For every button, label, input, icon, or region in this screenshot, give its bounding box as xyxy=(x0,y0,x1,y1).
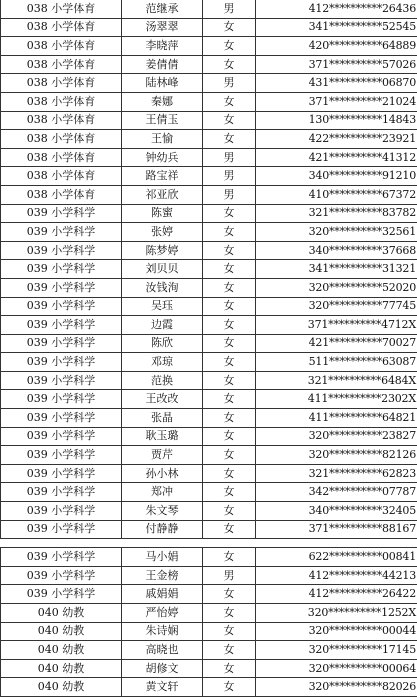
name-cell: 马小娟 xyxy=(122,548,203,567)
id-number-cell: 340**********37668 xyxy=(256,241,417,260)
table-row xyxy=(1,604,417,623)
name-cell: 朱文琴 xyxy=(122,502,203,521)
table-row xyxy=(1,241,417,260)
name-cell: 王金榜 xyxy=(122,566,203,585)
gender-cell: 男 xyxy=(203,566,256,585)
gender-cell: 男 xyxy=(203,0,256,18)
table-row xyxy=(1,483,417,502)
gender-cell: 女 xyxy=(203,641,256,660)
subject-cell: 039 小学科学 xyxy=(1,464,122,483)
id-number-cell: 341**********31321 xyxy=(256,260,417,279)
name-cell: 严怡婷 xyxy=(122,604,203,623)
subject-cell: 040 幼教 xyxy=(1,604,122,623)
table-row xyxy=(1,622,417,641)
name-cell: 戚娟娟 xyxy=(122,585,203,604)
id-number-cell: 320**********32561 xyxy=(256,223,417,242)
name-cell: 汤翠翠 xyxy=(122,18,203,37)
id-number-cell: 412**********44213 xyxy=(256,566,417,585)
name-cell: 姜倩倩 xyxy=(122,55,203,74)
id-number-cell: 431**********06870 xyxy=(256,74,417,93)
subject-cell: 038 小学体育 xyxy=(1,37,122,56)
gender-cell: 男 xyxy=(203,148,256,167)
table-row xyxy=(1,427,417,446)
gender-cell: 女 xyxy=(203,241,256,260)
table-row xyxy=(1,18,417,37)
table-row xyxy=(1,446,417,465)
gender-cell: 女 xyxy=(203,622,256,641)
subject-cell: 038 小学体育 xyxy=(1,130,122,149)
id-number-cell: 321**********83782 xyxy=(256,204,417,223)
table-row xyxy=(1,334,417,353)
subject-cell: 039 小学科学 xyxy=(1,390,122,409)
id-number-cell: 341**********52545 xyxy=(256,18,417,37)
table-row xyxy=(1,37,417,56)
subject-cell: 039 小学科学 xyxy=(1,241,122,260)
table-row xyxy=(1,0,417,18)
subject-cell: 039 小学科学 xyxy=(1,278,122,297)
gender-cell: 女 xyxy=(203,371,256,390)
name-cell: 钟幼兵 xyxy=(122,148,203,167)
subject-cell: 039 小学科学 xyxy=(1,483,122,502)
table-row xyxy=(1,278,417,297)
name-cell: 边霞 xyxy=(122,316,203,335)
table-row xyxy=(1,502,417,521)
table-row xyxy=(1,464,417,483)
subject-cell: 039 小学科学 xyxy=(1,446,122,465)
name-cell: 刘贝贝 xyxy=(122,260,203,279)
name-cell: 贾芹 xyxy=(122,446,203,465)
subject-cell: 039 小学科学 xyxy=(1,409,122,428)
subject-cell: 038 小学体育 xyxy=(1,18,122,37)
id-number-cell: 320**********00044 xyxy=(256,622,417,641)
id-number-cell: 320**********17145 xyxy=(256,641,417,660)
gender-cell: 女 xyxy=(203,548,256,567)
table-row xyxy=(1,260,417,279)
table-row xyxy=(1,74,417,93)
roster-section-b xyxy=(1,548,417,697)
name-cell: 王愉 xyxy=(122,130,203,149)
table-row xyxy=(1,148,417,167)
name-cell: 邓琼 xyxy=(122,353,203,372)
id-number-cell: 340**********91210 xyxy=(256,167,417,186)
name-cell: 黄文轩 xyxy=(122,678,203,697)
id-number-cell: 321**********62823 xyxy=(256,464,417,483)
gender-cell: 男 xyxy=(203,167,256,186)
table-row xyxy=(1,641,417,660)
subject-cell: 040 幼教 xyxy=(1,659,122,678)
id-number-cell: 371**********21024 xyxy=(256,92,417,111)
gender-cell: 女 xyxy=(203,502,256,521)
name-cell: 吴珏 xyxy=(122,297,203,316)
name-cell: 张晶 xyxy=(122,409,203,428)
subject-cell: 038 小学体育 xyxy=(1,167,122,186)
gender-cell: 男 xyxy=(203,74,256,93)
gender-cell: 女 xyxy=(203,55,256,74)
gender-cell: 女 xyxy=(203,111,256,130)
table-row xyxy=(1,371,417,390)
name-cell: 付静静 xyxy=(122,520,203,539)
table-row xyxy=(1,167,417,186)
subject-cell: 038 小学体育 xyxy=(1,92,122,111)
id-number-cell: 422**********23921 xyxy=(256,130,417,149)
name-cell: 高晓也 xyxy=(122,641,203,660)
id-number-cell: 410**********67372 xyxy=(256,185,417,204)
gender-cell: 女 xyxy=(203,604,256,623)
gender-cell: 女 xyxy=(203,37,256,56)
subject-cell: 039 小学科学 xyxy=(1,353,122,372)
gender-cell: 女 xyxy=(203,260,256,279)
gender-cell: 女 xyxy=(203,427,256,446)
id-number-cell: 342**********07787 xyxy=(256,483,417,502)
table-row xyxy=(1,223,417,242)
subject-cell: 038 小学体育 xyxy=(1,74,122,93)
table-row xyxy=(1,520,417,539)
id-number-cell: 130**********14843 xyxy=(256,111,417,130)
roster-section-a xyxy=(1,0,417,539)
id-number-cell: 411**********2302X xyxy=(256,390,417,409)
name-cell: 汝钱洵 xyxy=(122,278,203,297)
gender-cell: 女 xyxy=(203,520,256,539)
id-number-cell: 622**********00841 xyxy=(256,548,417,567)
name-cell: 王改改 xyxy=(122,390,203,409)
gender-cell: 女 xyxy=(203,585,256,604)
name-cell: 祁亚欣 xyxy=(122,185,203,204)
gender-cell: 女 xyxy=(203,353,256,372)
gender-cell: 女 xyxy=(203,678,256,697)
gender-cell: 女 xyxy=(203,464,256,483)
gender-cell: 女 xyxy=(203,483,256,502)
id-number-cell: 412**********26422 xyxy=(256,585,417,604)
gender-cell: 女 xyxy=(203,409,256,428)
table-row xyxy=(1,185,417,204)
gender-cell: 女 xyxy=(203,446,256,465)
gender-cell: 女 xyxy=(203,297,256,316)
id-number-cell: 320**********77745 xyxy=(256,297,417,316)
subject-cell: 039 小学科学 xyxy=(1,297,122,316)
id-number-cell: 371**********4712X xyxy=(256,316,417,335)
name-cell: 郑冲 xyxy=(122,483,203,502)
name-cell: 陈蜜 xyxy=(122,204,203,223)
name-cell: 胡修文 xyxy=(122,659,203,678)
gender-cell: 女 xyxy=(203,334,256,353)
name-cell: 范换 xyxy=(122,371,203,390)
id-number-cell: 371**********57026 xyxy=(256,55,417,74)
gender-cell: 女 xyxy=(203,92,256,111)
gender-cell: 女 xyxy=(203,390,256,409)
gender-cell: 女 xyxy=(203,130,256,149)
subject-cell: 039 小学科学 xyxy=(1,502,122,521)
section-gap xyxy=(1,539,417,548)
gender-cell: 女 xyxy=(203,278,256,297)
id-number-cell: 371**********88167 xyxy=(256,520,417,539)
id-number-cell: 320**********82026 xyxy=(256,678,417,697)
subject-cell: 038 小学体育 xyxy=(1,111,122,130)
table-row xyxy=(1,55,417,74)
name-cell: 李晓萍 xyxy=(122,37,203,56)
subject-cell: 039 小学科学 xyxy=(1,260,122,279)
gender-cell: 女 xyxy=(203,659,256,678)
table-row xyxy=(1,316,417,335)
name-cell: 陆林峰 xyxy=(122,74,203,93)
name-cell: 范继承 xyxy=(122,0,203,18)
id-number-cell: 320**********52020 xyxy=(256,278,417,297)
subject-cell: 039 小学科学 xyxy=(1,548,122,567)
table-row xyxy=(1,585,417,604)
table-row xyxy=(1,297,417,316)
table-row xyxy=(1,204,417,223)
name-cell: 陈欣 xyxy=(122,334,203,353)
name-cell: 耿玉璐 xyxy=(122,427,203,446)
id-number-cell: 412**********26436 xyxy=(256,0,417,18)
gender-cell: 女 xyxy=(203,223,256,242)
gender-cell: 女 xyxy=(203,18,256,37)
name-cell: 秦娜 xyxy=(122,92,203,111)
subject-cell: 039 小学科学 xyxy=(1,520,122,539)
subject-cell: 040 幼教 xyxy=(1,622,122,641)
subject-cell: 038 小学体育 xyxy=(1,185,122,204)
subject-cell: 039 小学科学 xyxy=(1,585,122,604)
name-cell: 陈梦婷 xyxy=(122,241,203,260)
table-row xyxy=(1,659,417,678)
name-cell: 孙小林 xyxy=(122,464,203,483)
subject-cell: 038 小学体育 xyxy=(1,55,122,74)
id-number-cell: 320**********23827 xyxy=(256,427,417,446)
name-cell: 朱诗娴 xyxy=(122,622,203,641)
table-row xyxy=(1,130,417,149)
subject-cell: 039 小学科学 xyxy=(1,566,122,585)
subject-cell: 039 小学科学 xyxy=(1,223,122,242)
id-number-cell: 320**********00064 xyxy=(256,659,417,678)
subject-cell: 038 小学体育 xyxy=(1,0,122,18)
name-cell: 王倩玉 xyxy=(122,111,203,130)
subject-cell: 039 小学科学 xyxy=(1,316,122,335)
gender-cell: 男 xyxy=(203,185,256,204)
name-cell: 路宝祥 xyxy=(122,167,203,186)
subject-cell: 038 小学体育 xyxy=(1,148,122,167)
table-row xyxy=(1,92,417,111)
table-row xyxy=(1,678,417,697)
id-number-cell: 320**********82126 xyxy=(256,446,417,465)
subject-cell: 039 小学科学 xyxy=(1,204,122,223)
table-row xyxy=(1,111,417,130)
table-row xyxy=(1,566,417,585)
id-number-cell: 421**********70027 xyxy=(256,334,417,353)
table-row xyxy=(1,390,417,409)
id-number-cell: 320**********1252X xyxy=(256,604,417,623)
gender-cell: 女 xyxy=(203,204,256,223)
table-row xyxy=(1,548,417,567)
subject-cell: 040 幼教 xyxy=(1,641,122,660)
id-number-cell: 421**********41312 xyxy=(256,148,417,167)
id-number-cell: 511**********63087 xyxy=(256,353,417,372)
table-row xyxy=(1,353,417,372)
table-row xyxy=(1,409,417,428)
id-number-cell: 340**********32405 xyxy=(256,502,417,521)
subject-cell: 039 小学科学 xyxy=(1,427,122,446)
id-number-cell: 420**********64889 xyxy=(256,37,417,56)
gender-cell: 女 xyxy=(203,316,256,335)
id-number-cell: 321**********6484X xyxy=(256,371,417,390)
id-number-cell: 411**********64821 xyxy=(256,409,417,428)
subject-cell: 039 小学科学 xyxy=(1,371,122,390)
name-cell: 张婷 xyxy=(122,223,203,242)
subject-cell: 040 幼教 xyxy=(1,678,122,697)
subject-cell: 039 小学科学 xyxy=(1,334,122,353)
